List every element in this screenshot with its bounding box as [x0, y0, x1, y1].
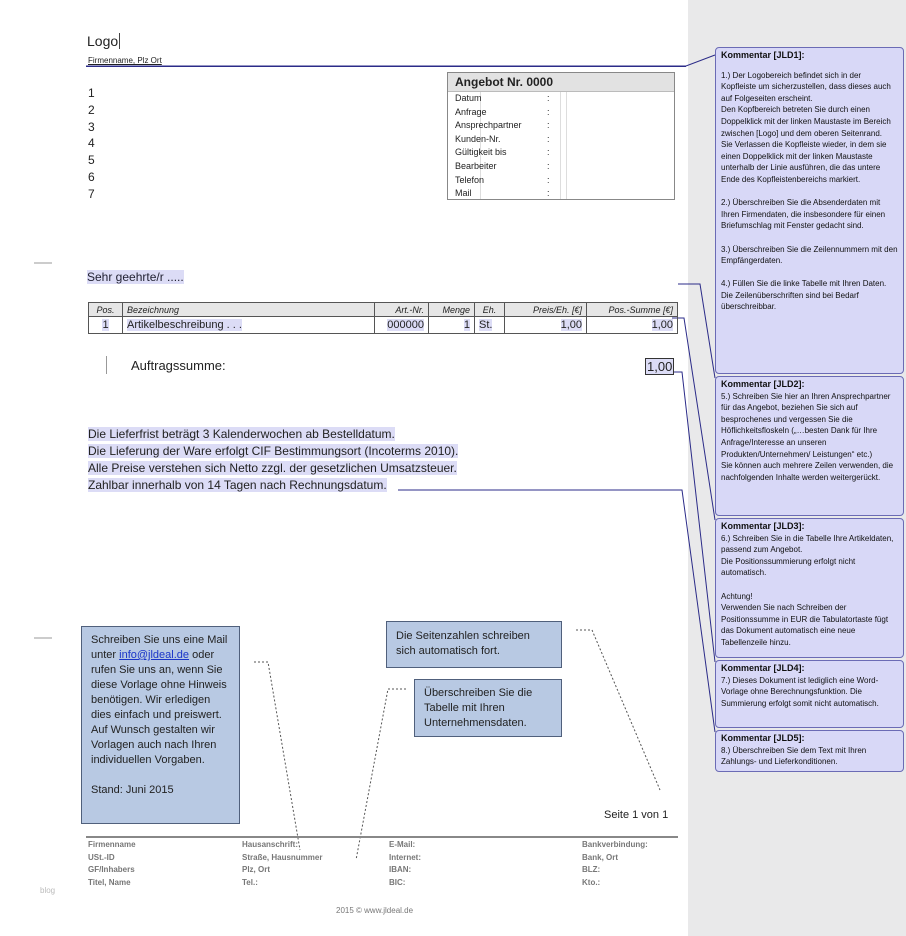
comment-title: Kommentar [JLD3]: — [721, 521, 805, 531]
order-total-value[interactable]: 1,00 — [647, 359, 673, 374]
terms-paragraph[interactable] — [88, 426, 458, 494]
cell-price[interactable] — [505, 317, 587, 334]
offer-row-colon: : — [547, 133, 550, 144]
offer-row-label: Telefon — [455, 174, 485, 185]
comment-title: Kommentar [JLD2]: — [721, 379, 805, 389]
offer-row-label: Mail — [455, 188, 472, 199]
footer-text: Internet: — [389, 852, 421, 862]
footer-text: BLZ: — [582, 865, 601, 874]
cell-total[interactable] — [587, 317, 678, 334]
sender-company-line[interactable]: Firmenname, Plz Ort — [88, 56, 162, 65]
comment-text: 1.) Der Logobereich befindet sich in der Kopfleiste um sicherzustellen, dass dieses auch auf Folgeseiten erscheint. Den Kopfbereich betreten Sie durch einen Doppelklick mit der linken Maustaste im Bereich zwischen [Logo] und dem oberen Seitenrand. Sie Verlassen die Kopfleiste wieder, in dem sie einen Doppelklick mit der linken Maustaste unterhalb der Linie ausführen, die das untere Ende des Kopfleistenbereichs markiert. 2.) Überschreiben Sie die Absenderdaten mit Ihren Firmendaten, die insbesondere für einen Briefumschlag mit Fenster gedacht sind. 3.) Überschreiben Sie die Zeilennummern mit den Empfängerdaten. 4.) Füllen Sie die linke Tabelle mit Ihren Daten. Die Zeilenüberschriften sind bei Bedarf überschreibbar. — [721, 70, 898, 312]
col-header-qty: Menge — [429, 303, 475, 317]
comment-jld3[interactable] — [715, 518, 904, 658]
cell-text: 1,00 — [560, 319, 582, 331]
address-line: 6 — [88, 169, 95, 184]
recipient-address-block[interactable] — [88, 85, 95, 203]
offer-row-label: Anfrage — [455, 106, 487, 117]
comment-text: 6.) Schreiben Sie in die Tabelle Ihre Artikeldaten, passend zum Angebot. Die Positionssummierung erfolgt nicht automatisch. Achtung! Verwenden Sie nach Schreiben der Positionssumme in EUR die Tabulatortaste fügt das Dokument automatisch eine neue Tabellenzeile hinzu. — [721, 533, 894, 647]
offer-row-label: Bearbeiter — [455, 160, 497, 171]
items-header-row — [89, 303, 678, 317]
footer-text: Tel.: — [242, 877, 258, 887]
contact-info-box — [81, 626, 240, 824]
address-line: 7 — [88, 186, 95, 201]
footer-text: Bank, Ort — [582, 852, 619, 862]
mail-text-pre: Schreiben Sie uns eine Mail unter — [91, 634, 228, 661]
offer-row[interactable] — [448, 187, 674, 201]
offer-row-label: Ansprechpartner — [455, 120, 522, 131]
offer-row[interactable] — [448, 119, 674, 133]
footer-text: IBAN: — [389, 865, 412, 874]
comment-jld1[interactable] — [715, 47, 904, 374]
offer-row[interactable] — [448, 146, 674, 160]
cell-text: 1,00 — [651, 319, 673, 331]
col-header-price: Preis/Eh. [€] — [505, 303, 587, 317]
header-divider — [86, 66, 686, 67]
stand-date: Stand: Juni 2015 — [91, 784, 174, 796]
address-line: 2 — [88, 102, 95, 117]
offer-row-label: Datum — [455, 93, 482, 103]
terms-line: Zahlbar innerhalb von 14 Tagen nach Rechnungsdatum. — [88, 478, 387, 492]
offer-row-colon: : — [547, 160, 550, 171]
footer-text: BIC: — [389, 877, 406, 887]
footer-text: Kto.: — [582, 877, 601, 887]
footer-text: Straße, Hausnummer — [242, 852, 323, 862]
cell-text: 1 — [463, 319, 470, 331]
col-header-desc: Bezeichnung — [123, 303, 375, 317]
offer-row-colon: : — [547, 120, 550, 131]
offer-row-colon: : — [547, 93, 550, 103]
mail-text-custom: Auf Wunsch gestalten wir Vorlagen auch nach Ihren individuellen Vorgaben. — [91, 724, 217, 766]
table-row[interactable] — [89, 317, 678, 334]
comment-text: 5.) Schreiben Sie hier an Ihren Ansprechpartner für das Angebot, beziehen Sie sich auf besprochenes und vergessen Sie die Höflichkeitsfloskeln („…besten Dank für Ihre Anfrage/Interesse an unseren Produkten/Unternehmen/ Leistungen“ etc.) Sie können auch mehrere Zeilen verwenden, die nachfolgenden Inhalte werden weitergerückt. — [721, 391, 894, 482]
offer-row-colon: : — [547, 174, 550, 185]
col-header-art: Art.-Nr. — [375, 303, 429, 317]
email-link[interactable]: info@jldeal.de — [119, 649, 190, 661]
watermark: blog — [40, 886, 56, 895]
copyright: 2015 © www.jldeal.de — [336, 906, 414, 915]
order-total-label[interactable]: Auftragssumme: — [131, 358, 226, 373]
terms-line: Die Lieferfrist beträgt 3 Kalenderwochen ab Bestelldatum. — [88, 427, 395, 441]
page-number: Seite 1 von 1 — [604, 809, 669, 821]
offer-row-colon: : — [547, 106, 550, 117]
comment-jld2[interactable] — [715, 376, 904, 516]
col-header-unit: Eh. — [475, 303, 505, 317]
footer-text: E-Mail: — [389, 840, 416, 849]
comment-jld5[interactable] — [715, 730, 904, 772]
offer-row[interactable] — [448, 106, 674, 120]
footer-note-box: Überschreiben Sie die Tabelle mit Ihren Unternehmensdaten. — [414, 679, 562, 737]
footer-text: Bankverbindung: — [582, 840, 648, 849]
cell-desc[interactable] — [123, 317, 375, 334]
footer-text: Hausanschrift: — [242, 840, 299, 849]
comment-title: Kommentar [JLD1]: — [721, 50, 805, 60]
footer-text: Plz, Ort — [242, 865, 271, 874]
offer-row-colon: : — [547, 147, 550, 158]
footer-col-bank[interactable] — [582, 839, 648, 889]
address-line: 4 — [88, 136, 95, 151]
col-header-pos: Pos. — [89, 303, 123, 317]
col-header-total: Pos.-Summe [€] — [587, 303, 678, 317]
address-line: 5 — [88, 153, 95, 168]
footer-text: Titel, Name — [88, 877, 131, 887]
cell-unit[interactable] — [475, 317, 505, 334]
comment-text: 7.) Dieses Dokument ist lediglich eine Word-Vorlage ohne Berechnungsfunktion. Die Summierung erfolgt somit nicht automatisch. — [721, 675, 879, 708]
footer-col-company[interactable] — [88, 839, 136, 889]
terms-line: Die Lieferung der Ware erfolgt CIF Bestimmungsort (Incoterms 2010). — [88, 444, 459, 458]
address-line: 3 — [88, 119, 95, 134]
offer-title: Angebot Nr. 0000 — [448, 73, 674, 92]
comment-text: 8.) Überschreiben Sie dem Text mit Ihren Zahlungs- und Lieferkonditionen. — [721, 745, 867, 767]
cell-pos[interactable] — [89, 317, 123, 334]
offer-row-colon: : — [547, 188, 550, 199]
offer-row[interactable] — [448, 92, 674, 106]
comment-jld4[interactable] — [715, 660, 904, 728]
field-marker — [106, 356, 107, 374]
cell-text: 1 — [102, 319, 109, 331]
mail-text-post: oder rufen Sie uns an, wenn Sie diese Vorlage ohne Hinweis benötigen. Wir erledigen dies einfach und preiswert. — [91, 649, 227, 721]
offer-row-label: Gültigkeit bis — [455, 147, 507, 158]
footer-text: USt.-ID — [88, 852, 115, 862]
comment-title: Kommentar [JLD5]: — [721, 733, 805, 743]
logo-placeholder[interactable]: Logo — [87, 33, 119, 49]
offer-row[interactable] — [448, 160, 674, 174]
cell-text: 000000 — [387, 319, 424, 331]
offer-info-table[interactable] — [447, 72, 675, 200]
footer-col-contact[interactable] — [389, 839, 421, 889]
footer-text: GF/Inhabers — [88, 865, 135, 874]
cell-qty[interactable] — [429, 317, 475, 334]
offer-row[interactable] — [448, 133, 674, 147]
footer-text: Firmenname — [88, 840, 136, 849]
offer-row[interactable] — [448, 174, 674, 188]
items-table[interactable] — [88, 302, 678, 334]
cell-art[interactable] — [375, 317, 429, 334]
offer-row-label: Kunden-Nr. — [455, 133, 501, 144]
cell-text: St. — [479, 319, 493, 331]
footer-col-address[interactable] — [242, 839, 322, 889]
comment-title: Kommentar [JLD4]: — [721, 663, 805, 673]
terms-line: Alle Preise verstehen sich Netto zzgl. der gesetzlichen Umsatzsteuer. — [88, 461, 457, 475]
address-line: 1 — [88, 86, 95, 100]
salutation[interactable]: Sehr geehrte/r ..... — [87, 270, 184, 284]
footer-divider — [86, 836, 678, 838]
cell-text: Artikelbeschreibung . . . — [127, 319, 242, 331]
page-number-note-box: Die Seitenzahlen schreiben sich automatisch fort. — [386, 621, 562, 668]
